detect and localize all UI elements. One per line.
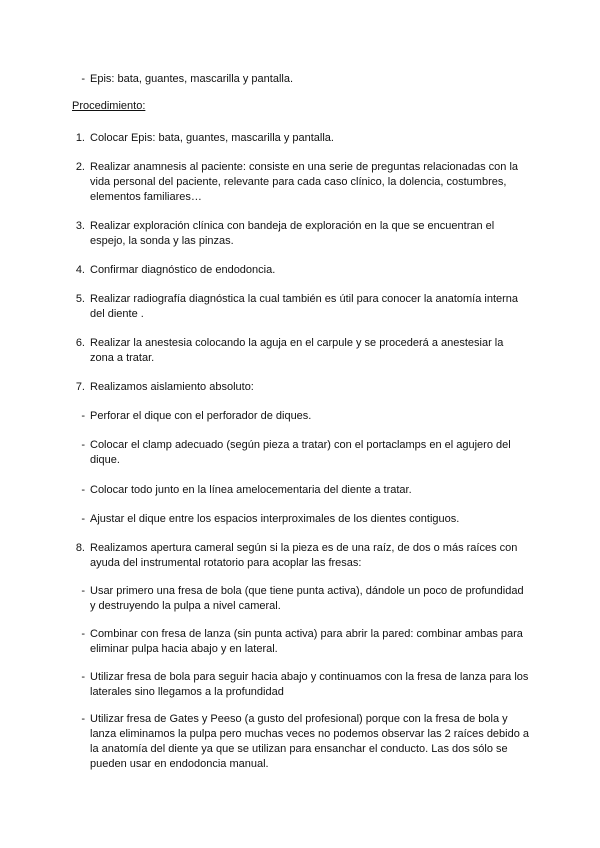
- item-marker: -: [81, 585, 85, 597]
- list-item: [75, 292, 530, 322]
- list-item: [75, 219, 530, 249]
- item-marker: 8.: [75, 542, 85, 554]
- item-text: Realizamos apertura cameral según si la pieza es de una raíz, de dos o más raíces con ayuda del instrumental rotatorio para acoplar las fresas:: [90, 542, 518, 569]
- item-text: Perforar el dique con el perforador de diques.: [90, 410, 312, 422]
- list-item: [81, 670, 530, 700]
- item-text: Realizamos aislamiento absoluto:: [90, 381, 254, 393]
- item-text: Utilizar fresa de Gates y Peeso (a gusto del profesional) porque con la fresa de bola y lanza eliminamos la pulpa pero muchas veces no podemos observar las 2 raíces debido a la anatomía del diente ya que se utilizan para ensanchar el conducto. Las dos sólo se pueden usar en endodoncia manual.: [90, 713, 530, 770]
- item-marker: -: [81, 713, 85, 725]
- item-marker: -: [81, 513, 85, 525]
- list-item: [81, 483, 530, 498]
- list-item: [75, 131, 530, 146]
- section-heading: Procedimiento:: [72, 100, 146, 112]
- item-marker: 7.: [75, 381, 85, 393]
- item-marker: 5.: [75, 293, 85, 305]
- item-marker: 1.: [75, 132, 85, 144]
- list-item: [81, 627, 530, 657]
- item-text: Combinar con fresa de lanza (sin punta activa) para abrir la pared: combinar ambas para eliminar pulpa hacia abajo y en lateral.: [90, 628, 523, 655]
- list-item: [81, 409, 530, 424]
- list-item: [81, 584, 530, 614]
- item-text: Colocar Epis: bata, guantes, mascarilla y pantalla.: [90, 132, 334, 144]
- item-marker: -: [81, 628, 85, 640]
- item-marker: 4.: [75, 264, 85, 276]
- item-text: Realizar radiografía diagnóstica la cual también es útil para conocer la anatomía interna del diente .: [90, 293, 519, 320]
- list-item: [75, 380, 530, 395]
- list-item: [75, 541, 530, 571]
- list-item: [75, 336, 530, 366]
- item-text: Usar primero una fresa de bola (que tiene punta activa), dándole un poco de profundidad y destruyendo la pulpa a nivel cameral.: [90, 585, 524, 612]
- bullet-text: Epis: bata, guantes, mascarilla y pantalla.: [90, 73, 294, 85]
- list-item: [75, 160, 530, 205]
- bullet-marker: -: [81, 73, 85, 85]
- item-marker: 2.: [75, 161, 85, 173]
- item-text: Realizar anamnesis al paciente: consiste en una serie de preguntas relacionadas con la vida personal del paciente, relevante para cada caso clínico, la dolencia, costumbres, elementos familiares…: [90, 161, 519, 203]
- item-text: Realizar exploración clínica con bandeja de exploración en la que se encuentran el espejo, la sonda y las pinzas.: [90, 220, 495, 247]
- item-text: Utilizar fresa de bola para seguir hacia abajo y continuamos con la fresa de lanza para los laterales sino llegamos a la profundidad: [90, 671, 529, 698]
- list-item: [81, 438, 530, 468]
- list-item: [75, 263, 530, 278]
- item-marker: -: [81, 671, 85, 683]
- item-marker: -: [81, 410, 85, 422]
- item-text: Colocar el clamp adecuado (según pieza a tratar) con el portaclamps en el agujero del dique.: [90, 439, 511, 466]
- item-text: Confirmar diagnóstico de endodoncia.: [90, 264, 276, 276]
- item-text: Ajustar el dique entre los espacios interproximales de los dientes contiguos.: [90, 513, 460, 525]
- item-marker: 3.: [75, 220, 85, 232]
- item-text: Realizar la anestesia colocando la aguja en el carpule y se procederá a anestesiar la zona a tratar.: [90, 337, 504, 364]
- item-marker: 6.: [75, 337, 85, 349]
- item-text: Colocar todo junto en la línea amelocementaria del diente a tratar.: [90, 484, 412, 496]
- item-marker: -: [81, 484, 85, 496]
- list-item: [81, 712, 530, 772]
- list-item: [81, 512, 530, 527]
- intro-bullet: [81, 72, 530, 87]
- item-marker: -: [81, 439, 85, 451]
